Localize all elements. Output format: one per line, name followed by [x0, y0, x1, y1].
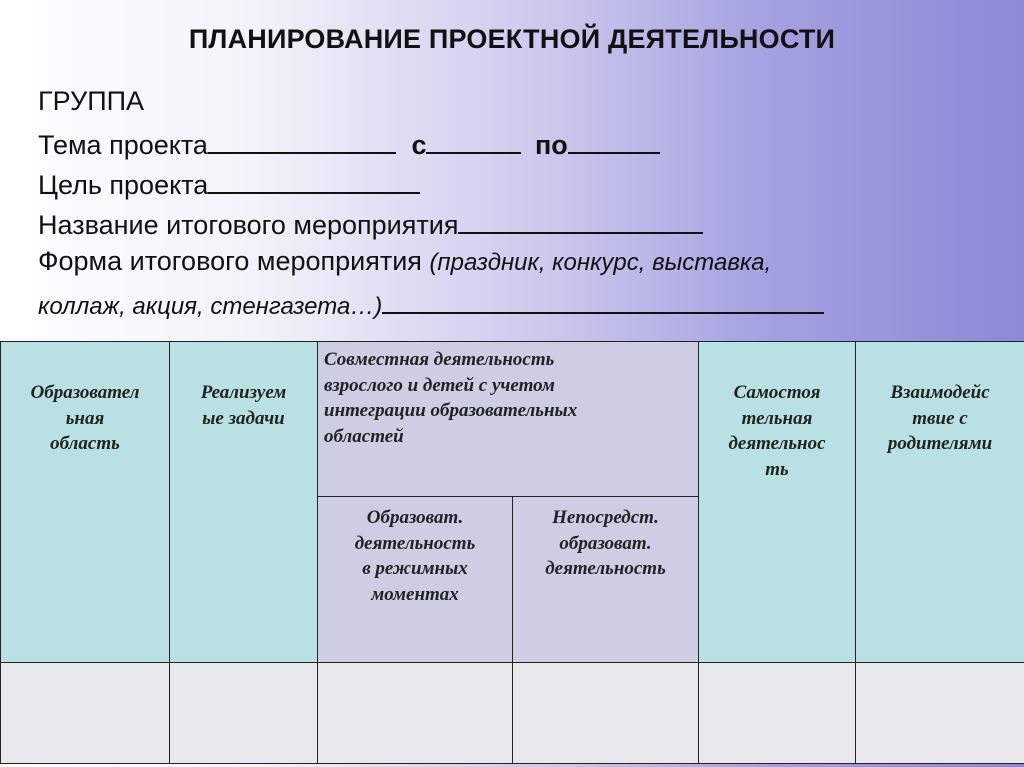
group-label: ГРУППА [38, 86, 145, 116]
theme-blank[interactable] [208, 124, 396, 154]
table-cell[interactable] [318, 663, 513, 764]
event-form-hint-2: коллаж, акция, стенгазета…) [38, 293, 383, 320]
to-blank[interactable] [568, 124, 660, 154]
table-cell[interactable] [170, 663, 318, 764]
goal-label: Цель проекта [38, 170, 209, 200]
header-edu-area [1, 342, 170, 663]
header-tasks [170, 342, 318, 663]
goal-blank[interactable] [208, 164, 420, 194]
planning-table [0, 341, 1024, 764]
header-tasks-line: ые задачи [202, 407, 285, 429]
event-form-row-2 [38, 284, 998, 324]
header-parents [856, 342, 1024, 663]
header-edu-area-line: область [50, 433, 120, 455]
header-edu-area-line: ьная [65, 407, 105, 429]
table-cell[interactable] [856, 663, 1024, 764]
event-form-hint-1: (праздник, конкурс, выставка, [429, 249, 772, 276]
slide-title: ПЛАНИРОВАНИЕ ПРОЕКТНОЙ ДЕЯТЕЛЬНОСТИ [188, 24, 836, 54]
header-joint-sub-1-line: Образоват. [366, 507, 464, 528]
header-joint-sub-1-line: деятельность [354, 532, 476, 554]
header-joint-sub-1-line: в режимных [362, 558, 468, 580]
from-label: с [411, 130, 427, 160]
group-row [38, 84, 998, 124]
from-blank[interactable] [426, 124, 521, 154]
header-joint-sub-1 [318, 497, 513, 663]
event-name-blank[interactable] [458, 204, 703, 234]
to-label: по [535, 130, 568, 160]
header-parents-line: Взаимодейс [890, 382, 990, 403]
project-form [38, 84, 998, 324]
theme-label: Тема проекта [38, 130, 208, 160]
table-row [1, 663, 1024, 764]
header-joint-line: взрослого и детей с учетом [324, 374, 555, 396]
header-joint-sub-2 [513, 497, 699, 663]
header-independent-line: деятельнос [728, 433, 826, 455]
header-independent-line: тельная [741, 407, 813, 429]
header-joint-line: областей [324, 425, 404, 447]
header-joint-sub-1-line: моментах [371, 583, 459, 605]
header-joint-sub-2-line: Непосредст. [552, 507, 659, 528]
header-parents-line: твие с [912, 407, 968, 429]
table-cell[interactable] [513, 663, 699, 764]
theme-row [38, 124, 998, 164]
goal-row [38, 164, 998, 204]
event-form-blank[interactable] [382, 284, 824, 314]
event-form-label: Форма итогового мероприятия [38, 246, 422, 276]
header-independent-line: ть [765, 458, 789, 480]
header-joint-line: Совместная деятельность [324, 349, 555, 370]
header-independent [699, 342, 856, 663]
header-parents-line: родителями [887, 433, 993, 455]
event-form-row [38, 244, 998, 284]
header-joint-sub-2-line: образоват. [559, 532, 652, 554]
table-cell[interactable] [1, 663, 170, 764]
header-joint [318, 342, 699, 497]
event-name-row [38, 204, 998, 244]
header-joint-sub-2-line: деятельность [545, 558, 666, 580]
header-independent-line: Самостоя [733, 382, 821, 403]
event-name-label: Название итогового мероприятия [38, 210, 459, 240]
header-joint-line: интеграции образовательных [324, 400, 578, 422]
header-edu-area-line: Образовател [30, 382, 140, 403]
header-tasks-line: Реализуем [200, 382, 287, 403]
planning-table-wrap [0, 341, 1024, 767]
table-cell[interactable] [699, 663, 856, 764]
